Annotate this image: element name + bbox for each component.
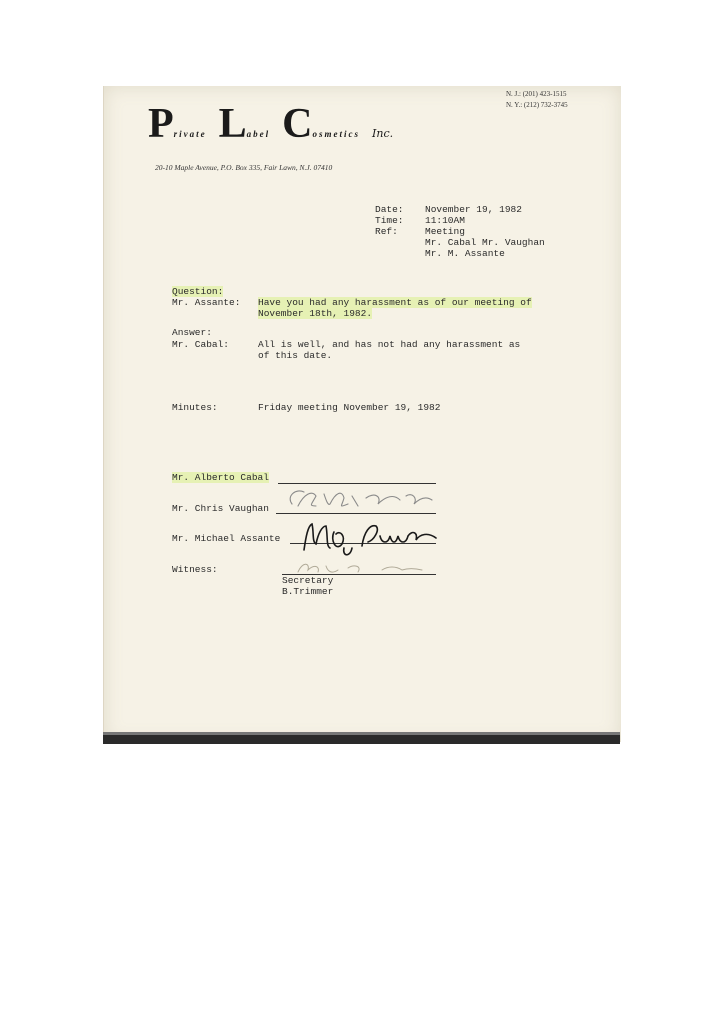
answer-heading: Answer: (172, 327, 212, 338)
answer-text-line1: All is well, and has not had any harassment as (258, 339, 521, 350)
assante-handwritten-signature (296, 518, 446, 558)
minutes-label: Minutes: (172, 402, 218, 413)
witness-handwritten-signature (292, 558, 432, 578)
signature-line-cabal (278, 483, 436, 484)
ref-line-2: Mr. Cabal Mr. Vaughan (425, 237, 545, 248)
company-address: 20-10 Maple Avenue, P.O. Box 335, Fair Lawn, N.J. 07410 (155, 163, 333, 172)
meta-labels (375, 204, 404, 237)
witness-role: Secretary (282, 575, 334, 586)
signatory-vaughan: Mr. Chris Vaughan (172, 503, 269, 514)
ref-line-1: Meeting (425, 226, 465, 237)
question-speaker: Mr. Assante: (172, 297, 241, 308)
ref-label: Ref: (375, 226, 398, 237)
signatory-cabal: Mr. Alberto Cabal (172, 472, 269, 483)
answer-speaker: Mr. Cabal: (172, 339, 230, 350)
date-label: Date: (375, 204, 404, 215)
vaughan-handwritten-signature (282, 486, 442, 516)
time-label: Time: (375, 215, 404, 226)
minutes-text: Friday meeting November 19, 1982 (258, 402, 441, 413)
signatory-assante: Mr. Michael Assante (172, 533, 281, 544)
witness-label: Witness: (172, 564, 218, 575)
document-page (103, 86, 621, 742)
page-bottom-edge (103, 732, 620, 744)
question-text-line1: Have you had any harassment as of our meeting of (258, 297, 532, 308)
phone-nj: N. J.: (201) 423-1515 (506, 90, 567, 98)
phone-numbers (506, 89, 568, 111)
time-value: 11:10AM (425, 215, 465, 226)
witness-name: B.Trimmer (282, 586, 334, 597)
meta-values (425, 204, 545, 259)
answer-text-line2: of this date. (258, 350, 333, 361)
company-logo: Private Label Cosmetics Inc. (148, 101, 394, 147)
question-text-line2: November 18th, 1982. (258, 308, 373, 319)
question-heading: Question: (172, 286, 224, 297)
date-value: November 19, 1982 (425, 204, 522, 215)
phone-ny: N. Y.: (212) 732-3745 (506, 101, 568, 109)
ref-line-3: Mr. M. Assante (425, 248, 505, 259)
